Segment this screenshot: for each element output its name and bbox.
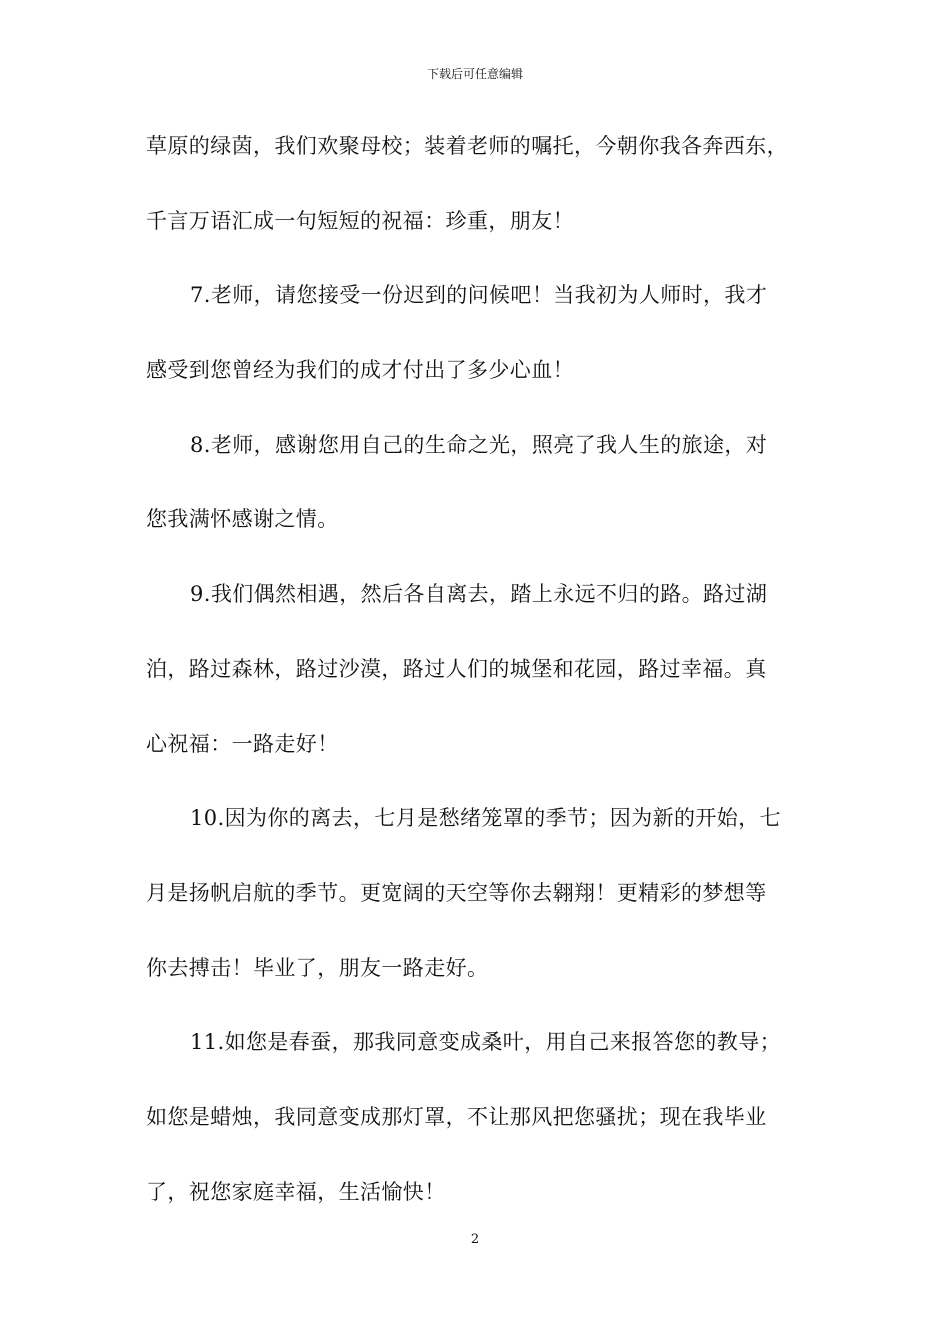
text-line: 感受到您曾经为我们的成才付出了多少心血！ — [146, 358, 574, 383]
paragraph-9-first-line: 9.我们偶然相遇，然后各自离去，踏上永远不归的路。路过湖 — [190, 582, 768, 607]
paragraph-10-first-line: 10.因为你的离去，七月是愁绪笼罩的季节；因为新的开始，七 — [190, 806, 781, 831]
document-body — [146, 126, 806, 1246]
paragraph-7-first-line: 7.老师，请您接受一份迟到的问候吧！当我初为人师时，我才 — [190, 283, 768, 308]
text-line: 草原的绿茵，我们欢聚母校；装着老师的嘱托，今朝你我各奔西东， — [146, 134, 788, 158]
text-line: 如您是蜡烛，我同意变成那灯罩，不让那风把您骚扰；现在我毕业 — [146, 1104, 767, 1129]
text-line: 你去搏击！毕业了，朋友一路走好。 — [146, 955, 489, 980]
page-number: 2 — [470, 1232, 480, 1247]
paragraph-11-first-line: 11.如您是春蚕，那我同意变成桑叶，用自己来报答您的教导； — [190, 1030, 781, 1055]
text-line: 泊，路过森林，路过沙漠，路过人们的城堡和花园，路过幸福。真 — [146, 656, 767, 681]
text-line: 千言万语汇成一句短短的祝福：珍重，朋友！ — [146, 208, 574, 233]
page-header: 下载后可任意编辑 — [426, 67, 523, 81]
text-line: 您我满怀感谢之情。 — [146, 507, 339, 532]
paragraph-8-first-line: 8.老师，感谢您用自己的生命之光，照亮了我人生的旅途，对 — [190, 432, 768, 457]
text-line: 月是扬帆启航的季节。更宽阔的天空等你去翱翔！更精彩的梦想等 — [146, 880, 767, 905]
text-line: 心祝福：一路走好！ — [146, 731, 339, 756]
text-line: 了，祝您家庭幸福，生活愉快！ — [146, 1179, 446, 1204]
